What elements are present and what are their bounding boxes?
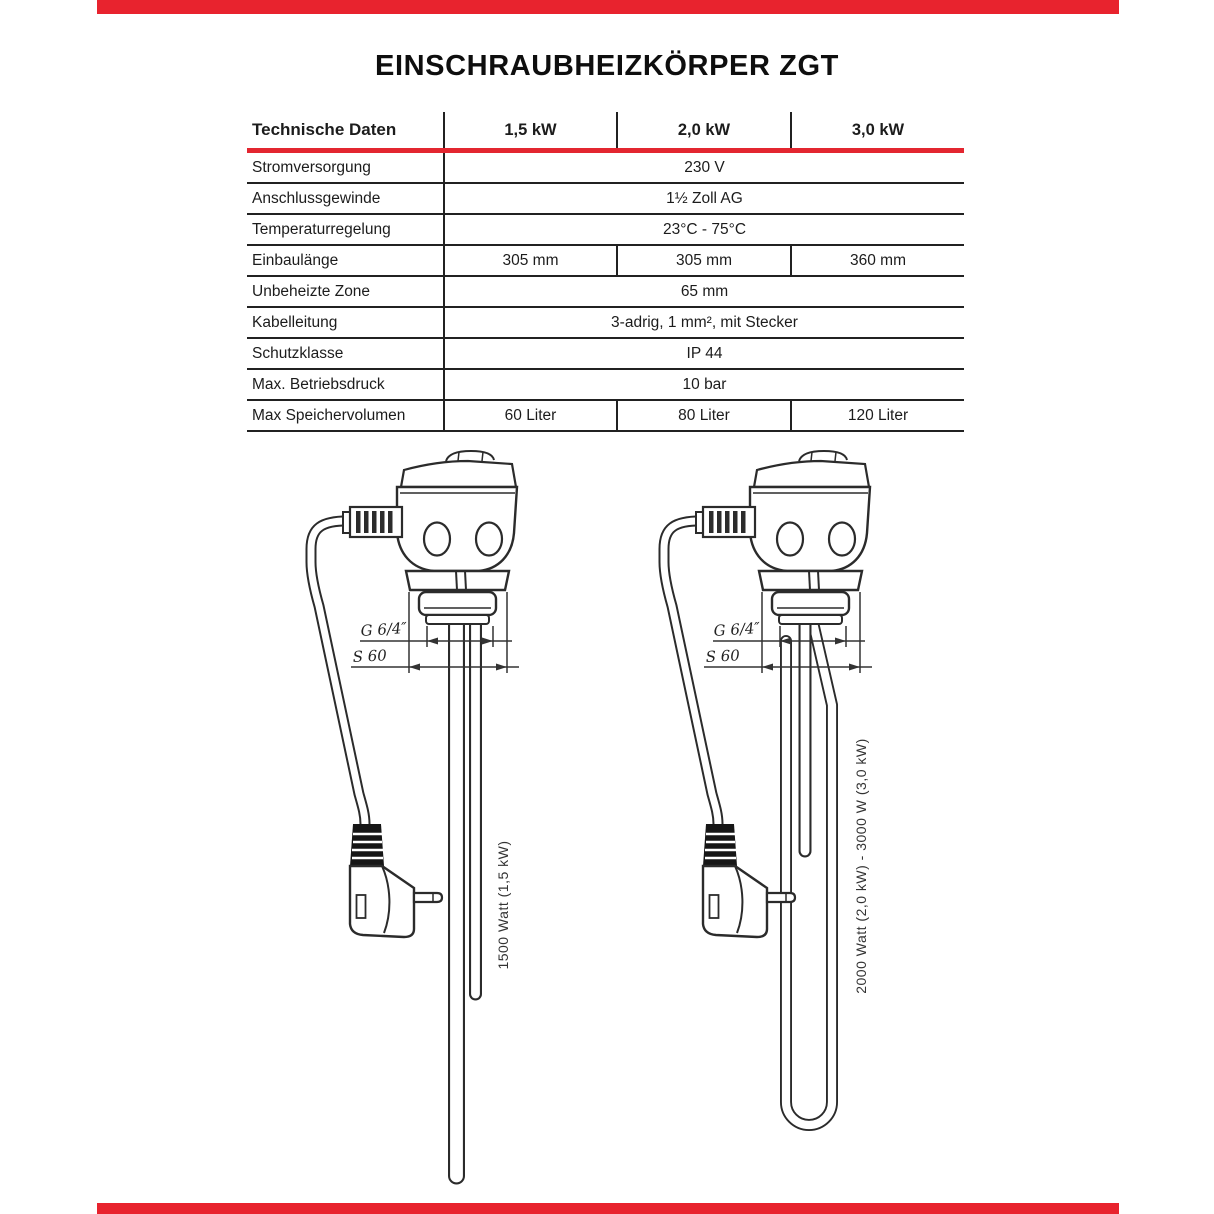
power-rating-label-left: 1500 Watt (1,5 kW) (495, 840, 511, 970)
spec-label: Stromversorgung (252, 158, 371, 176)
spec-label: Unbeheizte Zone (252, 282, 371, 300)
bottom-red-bar (97, 1203, 1119, 1214)
heater-head-unit-left (311, 451, 519, 937)
spec-value: 305 mm (616, 246, 790, 275)
spec-label: Einbaulänge (252, 251, 339, 269)
thread-size-label-right: G 6/4″ (713, 618, 761, 640)
spec-value: 120 Liter (790, 401, 964, 430)
spec-label: Temperaturregelung (252, 220, 391, 238)
spec-label: Max Speichervolumen (252, 406, 406, 424)
spec-value: 60 Liter (443, 401, 616, 430)
spec-label: Schutzklasse (252, 344, 344, 362)
thread-size-label-left: G 6/4″ (360, 618, 408, 640)
spec-value: 10 bar (443, 370, 964, 399)
spec-value: 305 mm (443, 246, 616, 275)
heater-head-unit-right (664, 451, 872, 937)
power-rating-label-right: 2000 Watt (2,0 kW) - 3000 W (3,0 kW) (853, 738, 869, 994)
spec-value: IP 44 (443, 339, 964, 368)
table-header-col-3-0kw: 3,0 kW (790, 112, 964, 148)
spec-label: Max. Betriebsdruck (252, 375, 385, 393)
heating-loop-right (786, 612, 832, 1125)
page-title: EINSCHRAUBHEIZKÖRPER ZGT (375, 50, 839, 82)
spec-value: 23°C - 75°C (443, 215, 964, 244)
spec-value: 3-adrig, 1 mm², mit Stecker (443, 308, 964, 337)
table-header-label: Technische Daten (252, 120, 397, 139)
table-header-col-2-0kw: 2,0 kW (616, 112, 790, 148)
spec-value: 230 V (443, 153, 964, 182)
wrench-size-label-left: S 60 (352, 646, 388, 666)
spec-value: 80 Liter (616, 401, 790, 430)
spec-label: Anschlussgewinde (252, 189, 381, 207)
spec-value: 65 mm (443, 277, 964, 306)
spec-value: 1½ Zoll AG (443, 184, 964, 213)
spec-label: Kabelleitung (252, 313, 338, 331)
table-header-col-1-5kw: 1,5 kW (443, 112, 616, 148)
spec-value: 360 mm (790, 246, 964, 275)
wrench-size-label-right: S 60 (705, 646, 741, 666)
heating-rod-left (457, 612, 476, 1176)
